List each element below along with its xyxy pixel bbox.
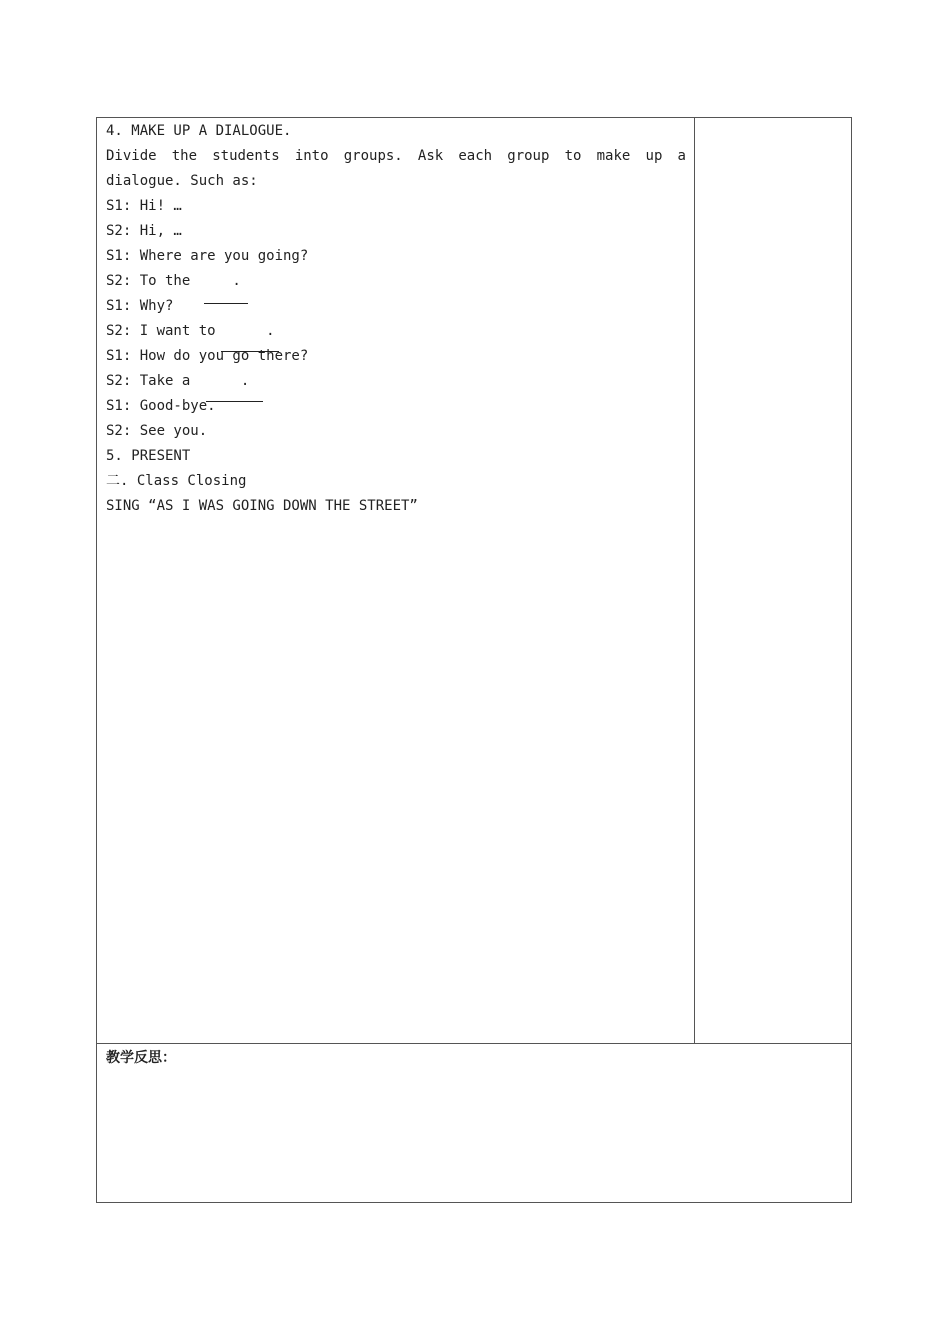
lesson-text-block (106, 119, 686, 519)
dialogue-line: S2: I want to . (106, 323, 275, 339)
lesson-content-cell (97, 118, 695, 1044)
blank-underline (206, 401, 263, 402)
step-heading-present: 5. PRESENT (106, 448, 191, 464)
lesson-table (96, 117, 852, 1203)
notes-cell (695, 118, 851, 1044)
reflection-label: 教学反思： (106, 1050, 176, 1066)
dialogue-line: S1: Where are you going? (106, 248, 309, 264)
blank-underline (221, 351, 279, 352)
dialogue-line: S2: To the . (106, 273, 241, 289)
dialogue-line: S2: See you. (106, 423, 208, 439)
instruction-line-cont: dialogue. Such as: (106, 173, 258, 189)
song-line: SING “AS I WAS GOING DOWN THE STREET” (106, 498, 418, 514)
dialogue-line: S2: Take a . (106, 373, 250, 389)
dialogue-line: S1: Hi! … (106, 198, 182, 214)
reflection-cell (97, 1044, 851, 1202)
dialogue-line: S1: How do you go there? (106, 348, 309, 364)
step-heading-dialogue: 4. MAKE UP A DIALOGUE. (106, 123, 292, 139)
section-heading-closing: 二. Class Closing (106, 473, 247, 489)
dialogue-line: S1: Good-bye. (106, 398, 216, 414)
instruction-line: Divide the students into groups. Ask each group to make up a (106, 148, 686, 164)
blank-underline (204, 303, 248, 304)
dialogue-line: S2: Hi, … (106, 223, 182, 239)
dialogue-line: S1: Why? (106, 298, 174, 314)
